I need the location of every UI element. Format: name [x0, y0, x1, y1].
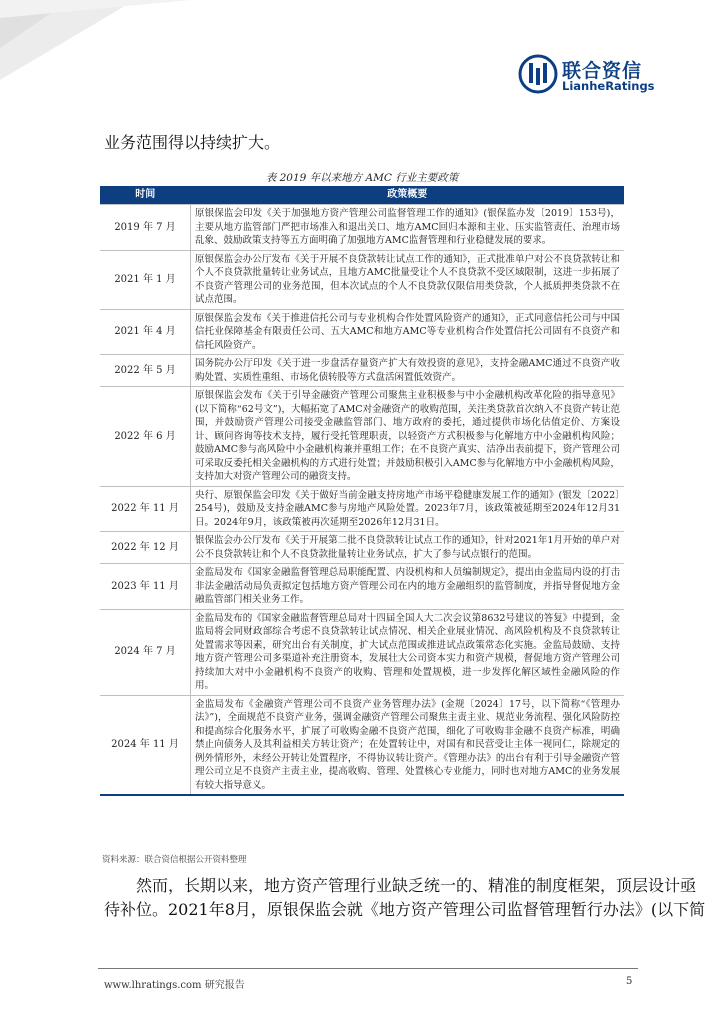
table-row — [100, 532, 624, 564]
page-number: 5 — [626, 976, 633, 987]
logo-english-text: LianheRatings — [562, 79, 655, 93]
row-time: 2019 年 7 月 — [100, 205, 191, 251]
row-desc: 银保监会办公厅发布《关于开展第二批不良贷款转让试点工作的通知》，针对2021年1月开始的单户对公不良贷款转让和个人不良贷款批量转让业务试点，扩大了参与试点银行的范围。 — [191, 532, 625, 564]
row-desc: 原银保监会发布《关于引导金融资产管理公司聚焦主业积极参与中小金融机构改革化险的指导意见》(以下简称“62号文”)，大幅拓宽了AMC对金融资产的收购范围，关注类贷款首次纳入不良资产转让范围，并鼓励资产管理公司接受金融监管部门、地方政府的委托，通过提供市场化估值定价、方案设计、顾问咨询等技术支持，履行受托管理职责，以轻资产方式积极参与化解地方中小金融机构风险；鼓励AMC参与高风险中小金融机构兼并重组工作；在不良资产真实、洁净出表前提下，资产管理公司可采取反委托相关金融机构的方式进行处置；并鼓励积极引入AMC参与化解地方中小金融机构风险，支持加大对资产管理公司的融资支持。 — [191, 387, 625, 487]
table-row — [100, 205, 624, 251]
row-desc: 金监局发布的《国家金融监督管理总局对十四届全国人大二次会议第8632号建议的答复》中提到，金监局将会同财政部综合考虑不良贷款转让试点情况、相关企业展业情况、高风险机构及不良贷款转让处置需求等因素，研究出台有关制度，扩大试点范围或推进试点政策常态化实施。金监局鼓励、支持地方资产管理公司多渠道补充注册资本，发展壮大公司资本实力和资产规模，督促地方资产管理公司持续加大对中小金融机构不良资产的收购、管理和处置规模，进一步发挥化解区域性金融风险的作用。 — [191, 609, 625, 695]
row-time: 2022 年 5 月 — [100, 355, 191, 387]
brand-logo — [518, 54, 698, 96]
row-desc: 央行、原银保监会印发《关于做好当前金融支持房地产市场平稳健康发展工作的通知》(银发〔2022〕254号)，鼓励及支持金融AMC参与房地产风险处置。2023年7月，该政策被延期至2024年12月31日。2024年9月，该政策被再次延期至2026年12月31日。 — [191, 486, 625, 532]
table-caption: 表 2019 年以来地方 AMC 行业主要政策 — [265, 172, 459, 184]
row-desc: 金监局发布《金融资产管理公司不良资产业务管理办法》(金规〔2024〕17号，以下简称“《管理办法》”)，全面规范不良资产业务，强调金融资产管理公司聚焦主责主业、规范业务流程、强化风险防控和提高综合化服务水平，扩展了可收购金融不良资产范围，细化了可收购非金融不良资产标准，明确禁止向债务人及其利益相关方转让资产；在处置转让中，对国有和民营受让主体一视同仁，除规定的例外情形外，未经公开转让处置程序，不得协议转让资产。《管理办法》的出台有利于引导金融资产管理公司立足不良资产主责主业，提高收购、管理、处置核心专业能力，同时也对地方AMC的业务发展有较大指导意义。 — [191, 695, 625, 795]
table-row — [100, 564, 624, 610]
row-time: 2023 年 11 月 — [100, 564, 191, 610]
row-time: 2024 年 7 月 — [100, 609, 191, 695]
footer-divider — [98, 968, 638, 969]
row-desc: 原银保监会发布《关于推进信托公司与专业机构合作处置风险资产的通知》，正式同意信托公司与中国信托业保障基金有限责任公司、五大AMC和地方AMC等专业机构合作处置信托公司固有不良资产和信托风险资产。 — [191, 309, 625, 355]
row-desc: 金监局发布《国家金融监督管理总局职能配置、内设机构和人员编制规定》，提出由金监局内设的打击非法金融活动局负责拟定包括地方资产管理公司在内的地方金融组织的监管制度，并指导督促地方金融监管部门相关业务工作。 — [191, 564, 625, 610]
row-time: 2022 年 11 月 — [100, 486, 191, 532]
row-time: 2021 年 1 月 — [100, 250, 191, 309]
corner-decoration — [0, 0, 200, 100]
logo-chinese-text: 联合资信 — [562, 60, 643, 82]
table-header-row — [100, 186, 624, 205]
row-time: 2021 年 4 月 — [100, 309, 191, 355]
table-row — [100, 309, 624, 355]
row-desc: 原银保监会印发《关于加强地方资产管理公司监督管理工作的通知》(银保监办发〔2019〕153号)，主要从地方监管部门严把市场准入和退出关口、地方AMC回归本源和主业、压实监管责任、治理市场乱象、鼓励政策支持等五方面明确了加强地方AMC监督管理和行业稳健发展的要求。 — [191, 205, 625, 251]
row-time: 2022 年 6 月 — [100, 387, 191, 487]
table-row — [100, 387, 624, 487]
body-line-2: 待补位。2021年8月，原银保监会就《地方资产管理公司监督管理暂行办法》(以下简 — [104, 900, 706, 919]
table-row — [100, 250, 624, 309]
header-time: 时间 — [100, 186, 191, 205]
footer-website: www.lhratings.com 研究报告 — [104, 980, 245, 991]
lianhe-logo-icon — [518, 54, 558, 94]
policy-table — [100, 186, 624, 796]
row-time: 2022 年 12 月 — [100, 532, 191, 564]
table-row — [100, 695, 624, 795]
row-time: 2024 年 11 月 — [100, 695, 191, 795]
header-desc: 政策概要 — [191, 186, 625, 205]
table-row — [100, 486, 624, 532]
row-desc: 国务院办公厅印发《关于进一步盘活存量资产扩大有效投资的意见》，支持金融AMC通过不良资产收购处置、实质性重组、市场化债转股等方式盘活闲置低效资产。 — [191, 355, 625, 387]
table-row — [100, 355, 624, 387]
source-note: 资料来源：联合资信根据公开资料整理 — [102, 855, 247, 865]
body-line-1: 然而，长期以来，地方资产管理行业缺乏统一的、精准的制度框架，顶层设计亟 — [136, 876, 697, 895]
body-paragraph — [104, 874, 706, 922]
table-row — [100, 609, 624, 695]
intro-paragraph: 业务范围得以持续扩大。 — [104, 133, 281, 152]
row-desc: 原银保监会办公厅发布《关于开展不良贷款转让试点工作的通知》，正式批准单户对公不良贷款转让和个人不良贷款批量转让业务试点，且地方AMC批量受让个人不良贷款不受区域限制，这进一步拓展了不良资产管理公司的业务范围，但本次试点的个人不良贷款仅限信用类贷款，个人抵质押类贷款不在试点范围。 — [191, 250, 625, 309]
